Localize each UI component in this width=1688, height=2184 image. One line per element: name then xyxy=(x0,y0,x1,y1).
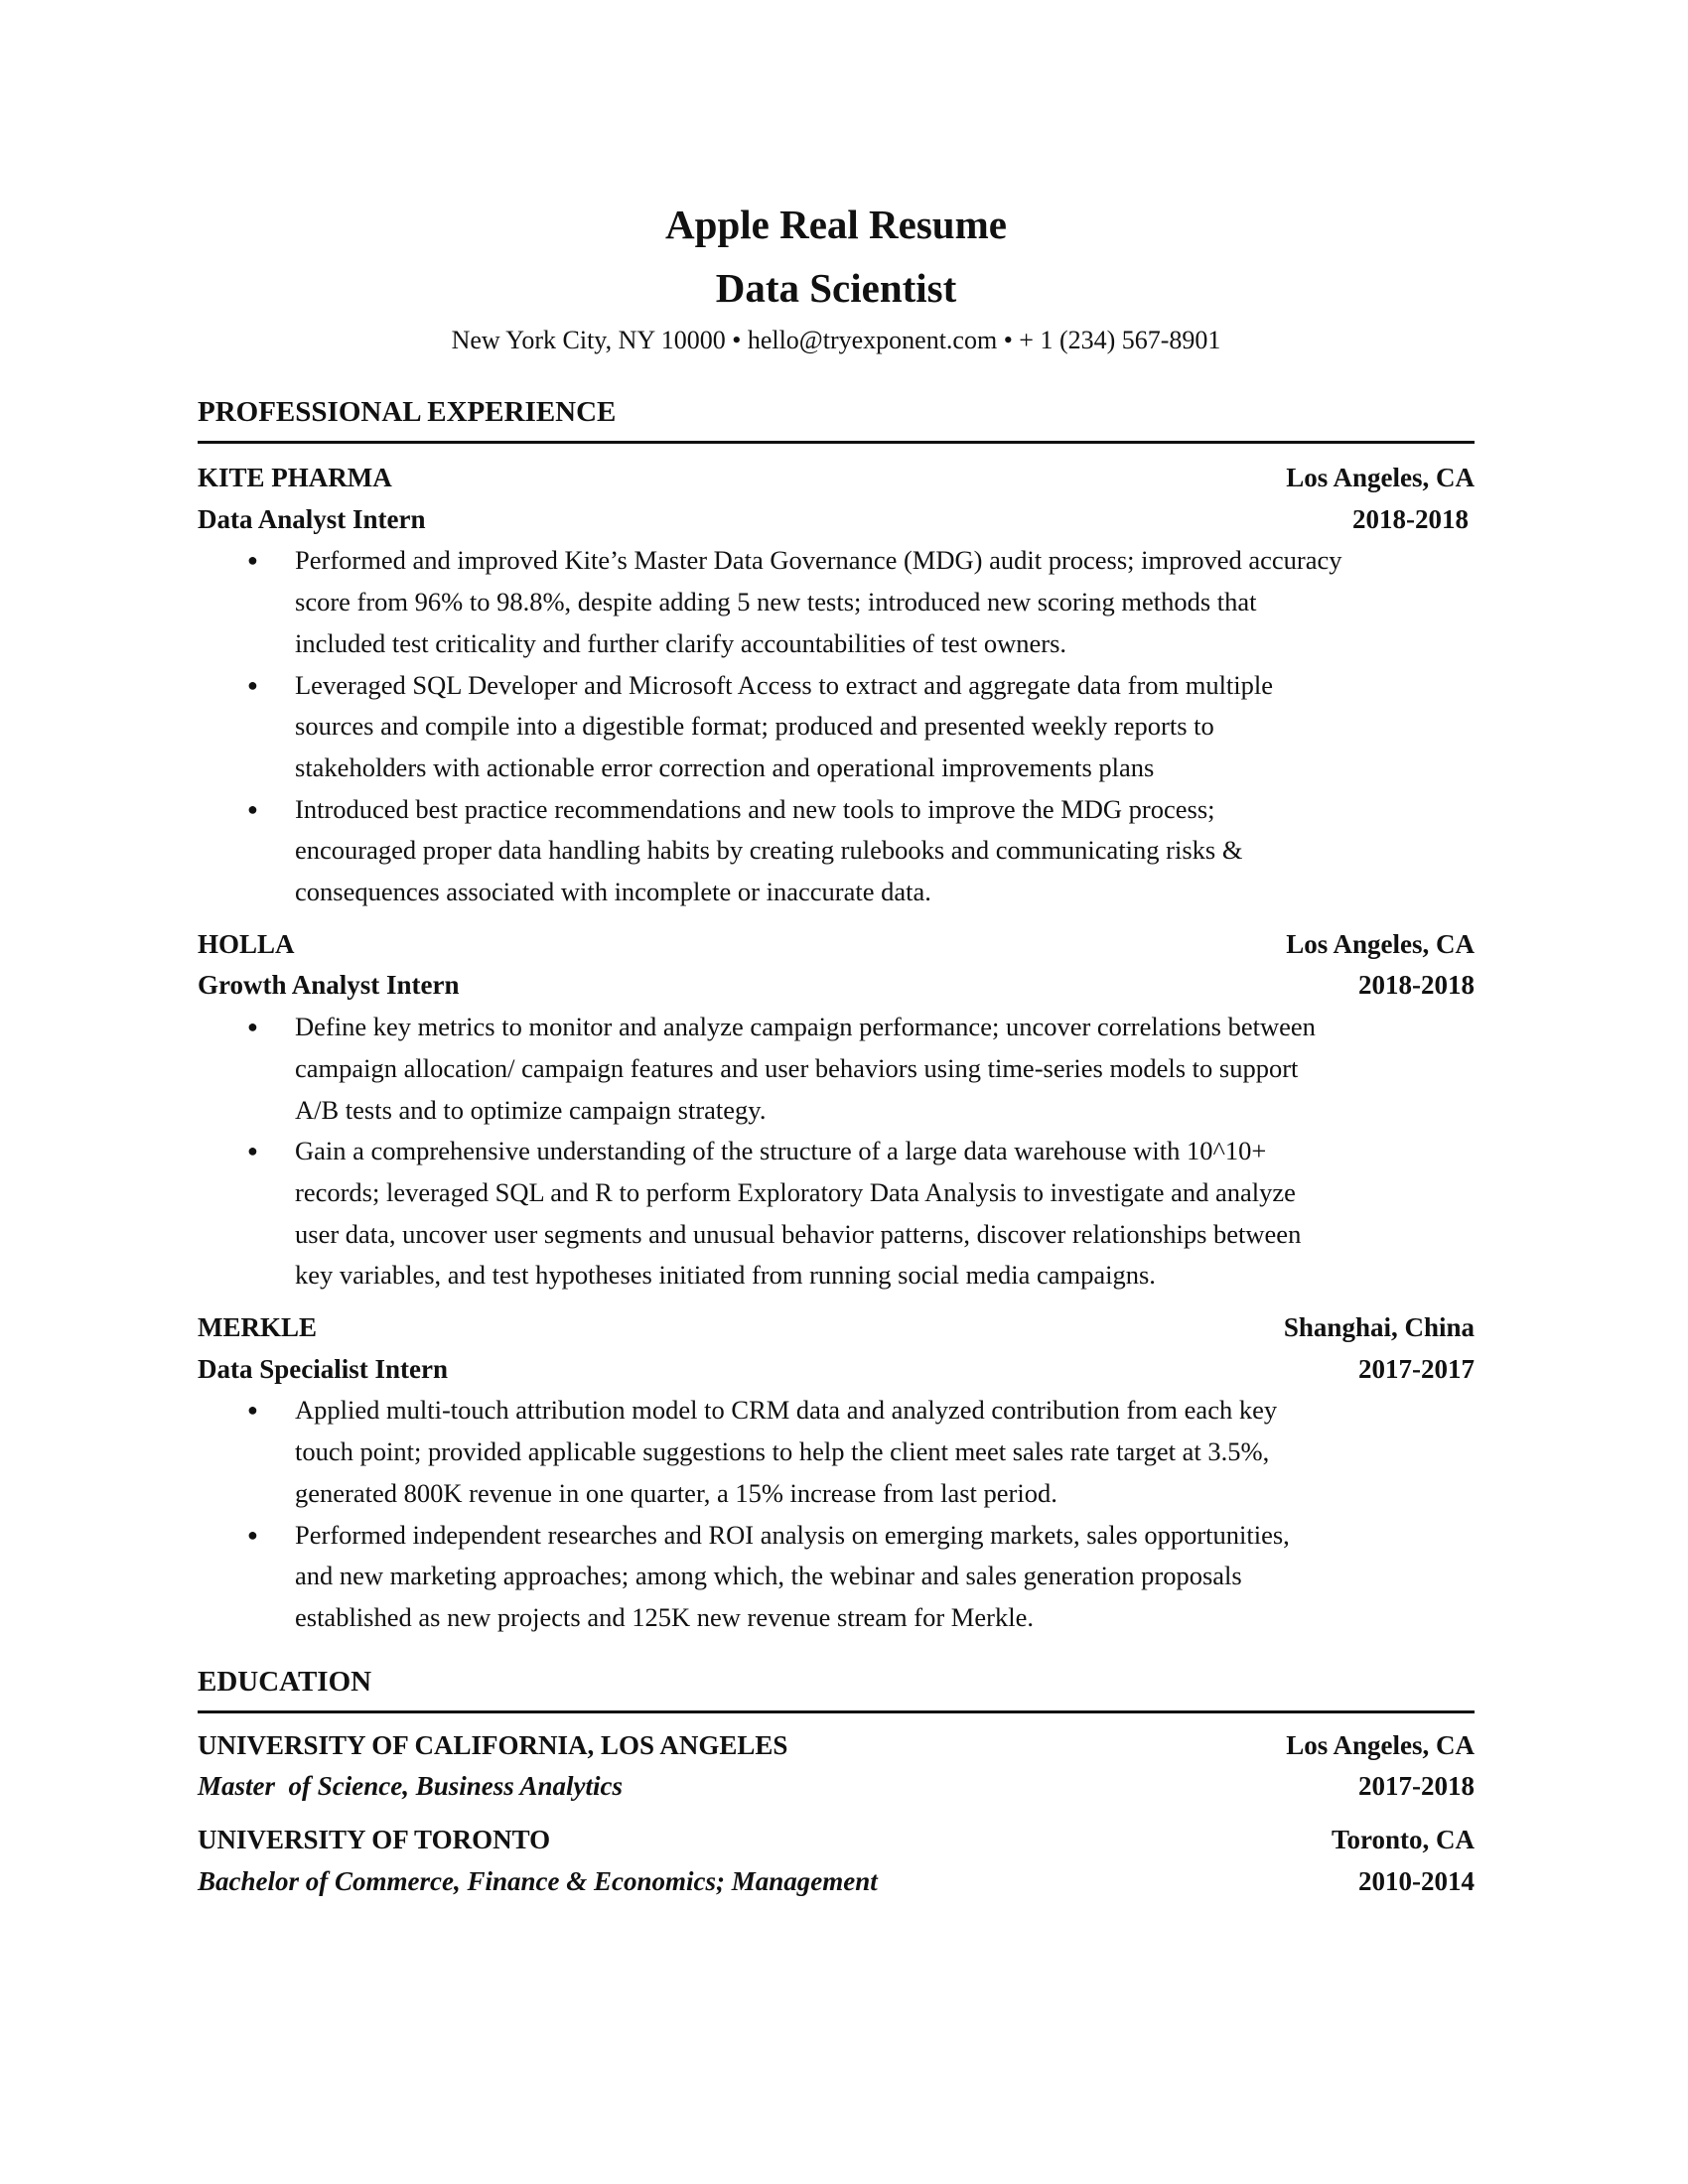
bullet-text-line: records; leveraged SQL and R to perform Exploratory Data Analysis to investigate and analyze xyxy=(295,1176,1296,1207)
bullet-icon: ● xyxy=(247,1141,258,1161)
job-bullets xyxy=(198,1007,1475,1297)
job-bullets xyxy=(198,1390,1475,1638)
contact-line: New York City, NY 10000 • hello@tryexponent.com • + 1 (234) 567-8901 xyxy=(451,326,1221,354)
degree-row xyxy=(198,1861,1475,1903)
bullet-text-line: Applied multi-touch attribution model to CRM data and analyzed contribution from each key xyxy=(295,1395,1278,1426)
job-role: Data Analyst Intern xyxy=(198,503,426,534)
job-entry xyxy=(198,924,1475,1297)
job-header-row xyxy=(198,458,1475,499)
job-header-row xyxy=(198,924,1475,966)
education-list xyxy=(198,1725,1475,1903)
bullet-text-line: generated 800K revenue in one quarter, a 15% increase from last period. xyxy=(295,1477,1057,1508)
job-role-row xyxy=(198,965,1475,1007)
degree-dates: 2010-2014 xyxy=(1358,1865,1475,1896)
degree-row xyxy=(198,1766,1475,1808)
job-role-row xyxy=(198,499,1475,541)
education-entry xyxy=(198,1820,1475,1902)
bullet-text-line: established as new projects and 125K new revenue stream for Merkle. xyxy=(295,1601,1034,1632)
job-location: Shanghai, China xyxy=(1283,1312,1475,1343)
bullet-text-line: Gain a comprehensive understanding of the structure of a large data warehouse with 10^10+ xyxy=(295,1136,1267,1166)
bullet-icon: ● xyxy=(247,674,258,695)
bullet-item xyxy=(198,1515,1475,1639)
job-entry xyxy=(198,1307,1475,1639)
bullet-item xyxy=(198,1131,1475,1297)
bullet-text-line: Performed independent researches and ROI analysis on emerging markets, sales opportunities, xyxy=(295,1519,1290,1550)
education-entry xyxy=(198,1725,1475,1808)
bullet-icon: ● xyxy=(247,798,258,819)
degree-dates: 2017-2018 xyxy=(1358,1771,1475,1802)
bullet-item xyxy=(198,1390,1475,1514)
bullet-text-line: touch point; provided applicable suggestions to help the client meet sales rate target at 3.5%, xyxy=(295,1436,1270,1467)
degree-name: Bachelor of Commerce, Finance & Economics; Management xyxy=(198,1865,878,1896)
school-name: UNIVERSITY OF CALIFORNIA, LOS ANGELES xyxy=(198,1729,788,1760)
bullet-item xyxy=(198,789,1475,913)
bullet-icon: ● xyxy=(247,1524,258,1545)
bullet-icon: ● xyxy=(247,1400,258,1421)
job-role-row xyxy=(198,1349,1475,1391)
bullet-item xyxy=(198,1007,1475,1131)
job-dates: 2017-2017 xyxy=(1358,1353,1475,1384)
school-location: Los Angeles, CA xyxy=(1286,1729,1475,1760)
bullet-text-line: user data, uncover user segments and unusual behavior patterns, discover relationships between xyxy=(295,1218,1302,1249)
school-name: UNIVERSITY OF TORONTO xyxy=(198,1825,551,1855)
job-bullets xyxy=(198,540,1475,912)
bullet-icon: ● xyxy=(247,550,258,571)
bullet-text-line: Define key metrics to monitor and analyze campaign performance; uncover correlations between xyxy=(295,1012,1316,1042)
bullet-text-line: Introduced best practice recommendations and new tools to improve the MDG process; xyxy=(295,793,1215,824)
bullet-icon: ● xyxy=(247,1017,258,1037)
bullet-text-line: and new marketing approaches; among which, the webinar and sales generation proposals xyxy=(295,1561,1242,1591)
bullet-text-line: consequences associated with incomplete or inaccurate data. xyxy=(295,877,931,907)
bullet-text-line: score from 96% to 98.8%, despite adding 5 new tests; introduced new scoring methods that xyxy=(295,587,1257,617)
resume-title: Data Scientist xyxy=(715,265,957,311)
section-heading-education: EDUCATION xyxy=(198,1661,1475,1713)
bullet-text-line: sources and compile into a digestible format; produced and presented weekly reports to xyxy=(295,711,1214,742)
experience-list xyxy=(198,458,1475,1639)
job-dates: 2018-2018 xyxy=(1358,970,1475,1001)
bullet-item xyxy=(198,665,1475,789)
job-dates: 2018-2018 xyxy=(1352,503,1469,534)
bullet-item xyxy=(198,540,1475,664)
job-entry xyxy=(198,458,1475,913)
section-heading-experience: PROFESSIONAL EXPERIENCE xyxy=(198,391,1475,444)
bullet-text-line: Leveraged SQL Developer and Microsoft Access to extract and aggregate data from multiple xyxy=(295,669,1274,700)
resume-page xyxy=(198,193,1475,1903)
job-location: Los Angeles, CA xyxy=(1286,463,1475,492)
bullet-text-line: stakeholders with actionable error correction and operational improvements plans xyxy=(295,751,1155,782)
bullet-text-line: A/B tests and to optimize campaign strategy. xyxy=(295,1094,767,1125)
job-header-row xyxy=(198,1307,1475,1349)
school-row xyxy=(198,1725,1475,1767)
bullet-text-line: key variables, and test hypotheses initiated from running social media campaigns. xyxy=(295,1260,1156,1291)
school-row xyxy=(198,1820,1475,1861)
bullet-text-line: included test criticality and further clarify accountabilities of test owners. xyxy=(295,627,1067,658)
job-role: Data Specialist Intern xyxy=(198,1353,448,1384)
degree-name: Master of Science, Business Analytics xyxy=(198,1771,624,1802)
company-name: MERKLE xyxy=(198,1312,318,1343)
job-location: Los Angeles, CA xyxy=(1286,928,1475,959)
company-name: KITE PHARMA xyxy=(198,463,392,492)
job-role: Growth Analyst Intern xyxy=(198,970,460,1001)
bullet-text-line: Performed and improved Kite’s Master Data Governance (MDG) audit process; improved accuracy xyxy=(295,545,1342,576)
resume-name: Apple Real Resume xyxy=(665,202,1007,247)
school-location: Toronto, CA xyxy=(1331,1825,1475,1855)
bullet-text-line: campaign allocation/ campaign features and user behaviors using time-series models to support xyxy=(295,1052,1299,1083)
bullet-text-line: encouraged proper data handling habits by creating rulebooks and communicating risks & xyxy=(295,835,1243,866)
company-name: HOLLA xyxy=(198,928,295,959)
